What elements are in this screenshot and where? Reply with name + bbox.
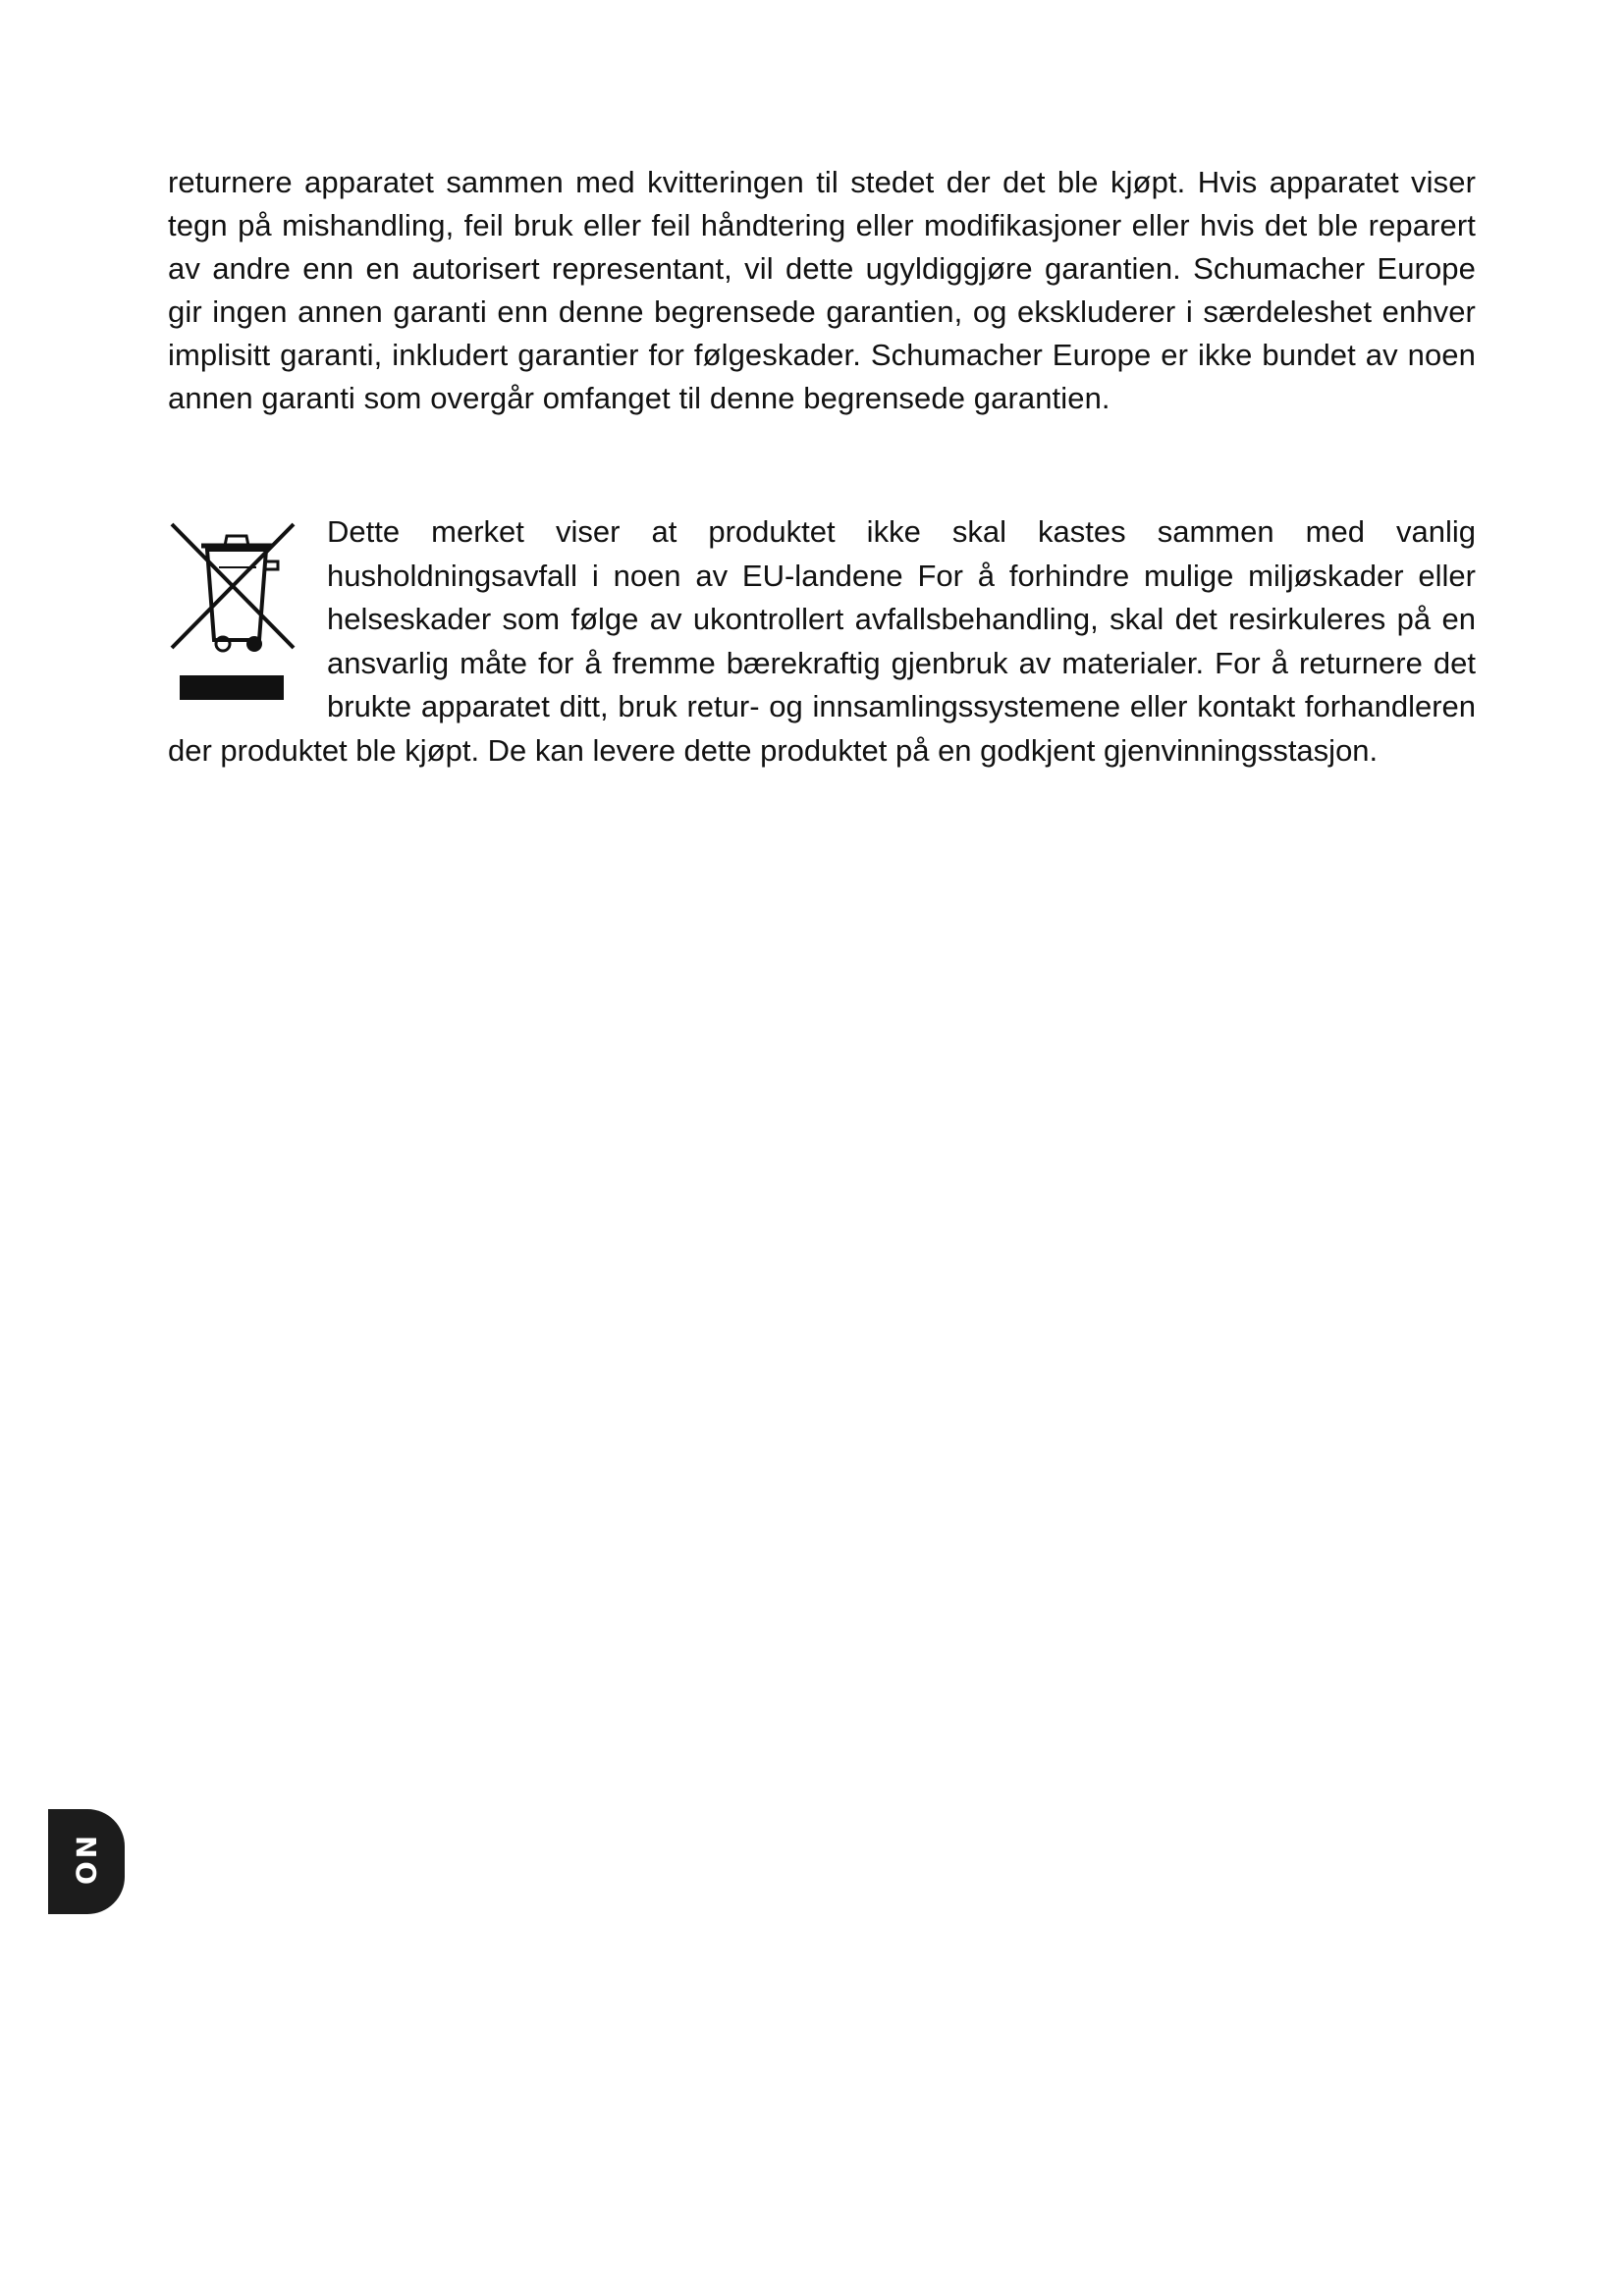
weee-notice (168, 510, 1476, 773)
language-code: NO (70, 1835, 103, 1889)
warranty-paragraph: returnere apparatet sammen med kvitteringen til stedet der det ble kjøpt. Hvis apparatet viser tegn på mishandling, feil bruk eller feil håndtering eller modifikasjoner eller hvis det ble reparert av andre enn en autorisert representant, vil dette ugyldiggjøre garantien. Schumacher Europe gir ingen annen garanti enn denne begrensede garantien, og ekskluderer i særdeleshet enhver implisitt garanti, inkludert garantier for følgeskader. Schumacher Europe er ikke bundet av noen annen garanti som overgår omfanget til denne begrensede garantien. (168, 165, 1476, 415)
weee-disposal-paragraph: Dette merket viser at produktet ikke skal kastes sammen med vanlig husholdningsavfall i noen av EU-landene For å forhindre mulige miljøskader eller helseskader som følge av ukontrollert avfallsbehandling, skal det resirkuleres på en ansvarlig måte for å fremme bærekraftig gjenbruk av materialer. For å returnere det brukte apparatet ditt, bruk retur- og innsamlingssystemene eller kontakt forhandleren der produktet ble kjøpt. De kan levere dette produktet på en godkjent gjenvinningsstasjon. (168, 514, 1476, 768)
crossed-out-wheelie-bin-icon (168, 510, 305, 712)
language-tab (48, 1809, 125, 1914)
